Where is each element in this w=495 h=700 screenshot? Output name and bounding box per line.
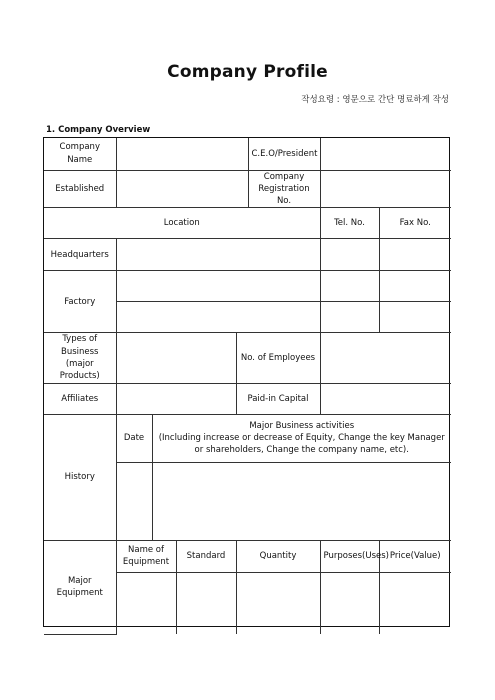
established-field[interactable] [116, 170, 248, 208]
registration-field[interactable] [320, 170, 451, 208]
major-equipment-label: Major Equipment [44, 540, 116, 634]
purposes-header: Purposes(Uses) [320, 540, 379, 572]
location-header: Location [44, 208, 320, 239]
quantity-header: Quantity [236, 540, 320, 572]
headquarters-tel-field[interactable] [320, 239, 379, 271]
factory-location-field-2[interactable] [116, 302, 320, 333]
headquarters-label: Headquarters [44, 239, 116, 271]
registration-label: Company Registration No. [248, 170, 320, 208]
company-overview-table [44, 138, 451, 635]
factory-tel-field-2[interactable] [320, 302, 379, 333]
employees-label: No. of Employees [236, 333, 320, 383]
factory-tel-field-1[interactable] [320, 271, 379, 302]
price-field[interactable] [379, 572, 451, 634]
history-activities-field[interactable] [152, 462, 451, 540]
types-of-business-field[interactable] [116, 333, 236, 383]
history-date-field[interactable] [116, 462, 152, 540]
factory-location-field-1[interactable] [116, 271, 320, 302]
headquarters-location-field[interactable] [116, 239, 320, 271]
company-overview-form [43, 137, 450, 627]
page-title: Company Profile [167, 62, 328, 82]
date-header: Date [116, 414, 152, 462]
factory-fax-field-1[interactable] [379, 271, 451, 302]
fax-header: Fax No. [379, 208, 451, 239]
employees-field[interactable] [320, 333, 451, 383]
affiliates-label: Affiliates [44, 383, 116, 414]
price-header: Price(Value) [379, 540, 451, 572]
headquarters-fax-field[interactable] [379, 239, 451, 271]
paid-in-capital-field[interactable] [320, 383, 451, 414]
company-name-field[interactable] [116, 138, 248, 170]
ceo-field[interactable] [320, 138, 451, 170]
standard-field[interactable] [176, 572, 236, 634]
tel-header: Tel. No. [320, 208, 379, 239]
quantity-field[interactable] [236, 572, 320, 634]
factory-label: Factory [44, 271, 116, 333]
equipment-name-field[interactable] [116, 572, 176, 634]
factory-fax-field-2[interactable] [379, 302, 451, 333]
ceo-label: C.E.O/President [248, 138, 320, 170]
types-of-business-label: Types of Business (major Products) [44, 333, 116, 383]
established-label: Established [44, 170, 116, 208]
company-name-label: Company Name [44, 138, 116, 170]
major-activities-header: Major Business activities (Including increase or decrease of Equity, Change the key Manager or shareholders, Change the company name, etc). [152, 414, 451, 462]
writing-instruction: 작성요령 : 영문으로 간단 명료하게 작성 [301, 95, 449, 105]
history-label: History [44, 414, 116, 540]
purposes-field[interactable] [320, 572, 379, 634]
paid-in-capital-label: Paid-in Capital [236, 383, 320, 414]
section-heading: 1. Company Overview [46, 125, 151, 135]
equipment-name-header: Name of Equipment [116, 540, 176, 572]
affiliates-field[interactable] [116, 383, 236, 414]
standard-header: Standard [176, 540, 236, 572]
